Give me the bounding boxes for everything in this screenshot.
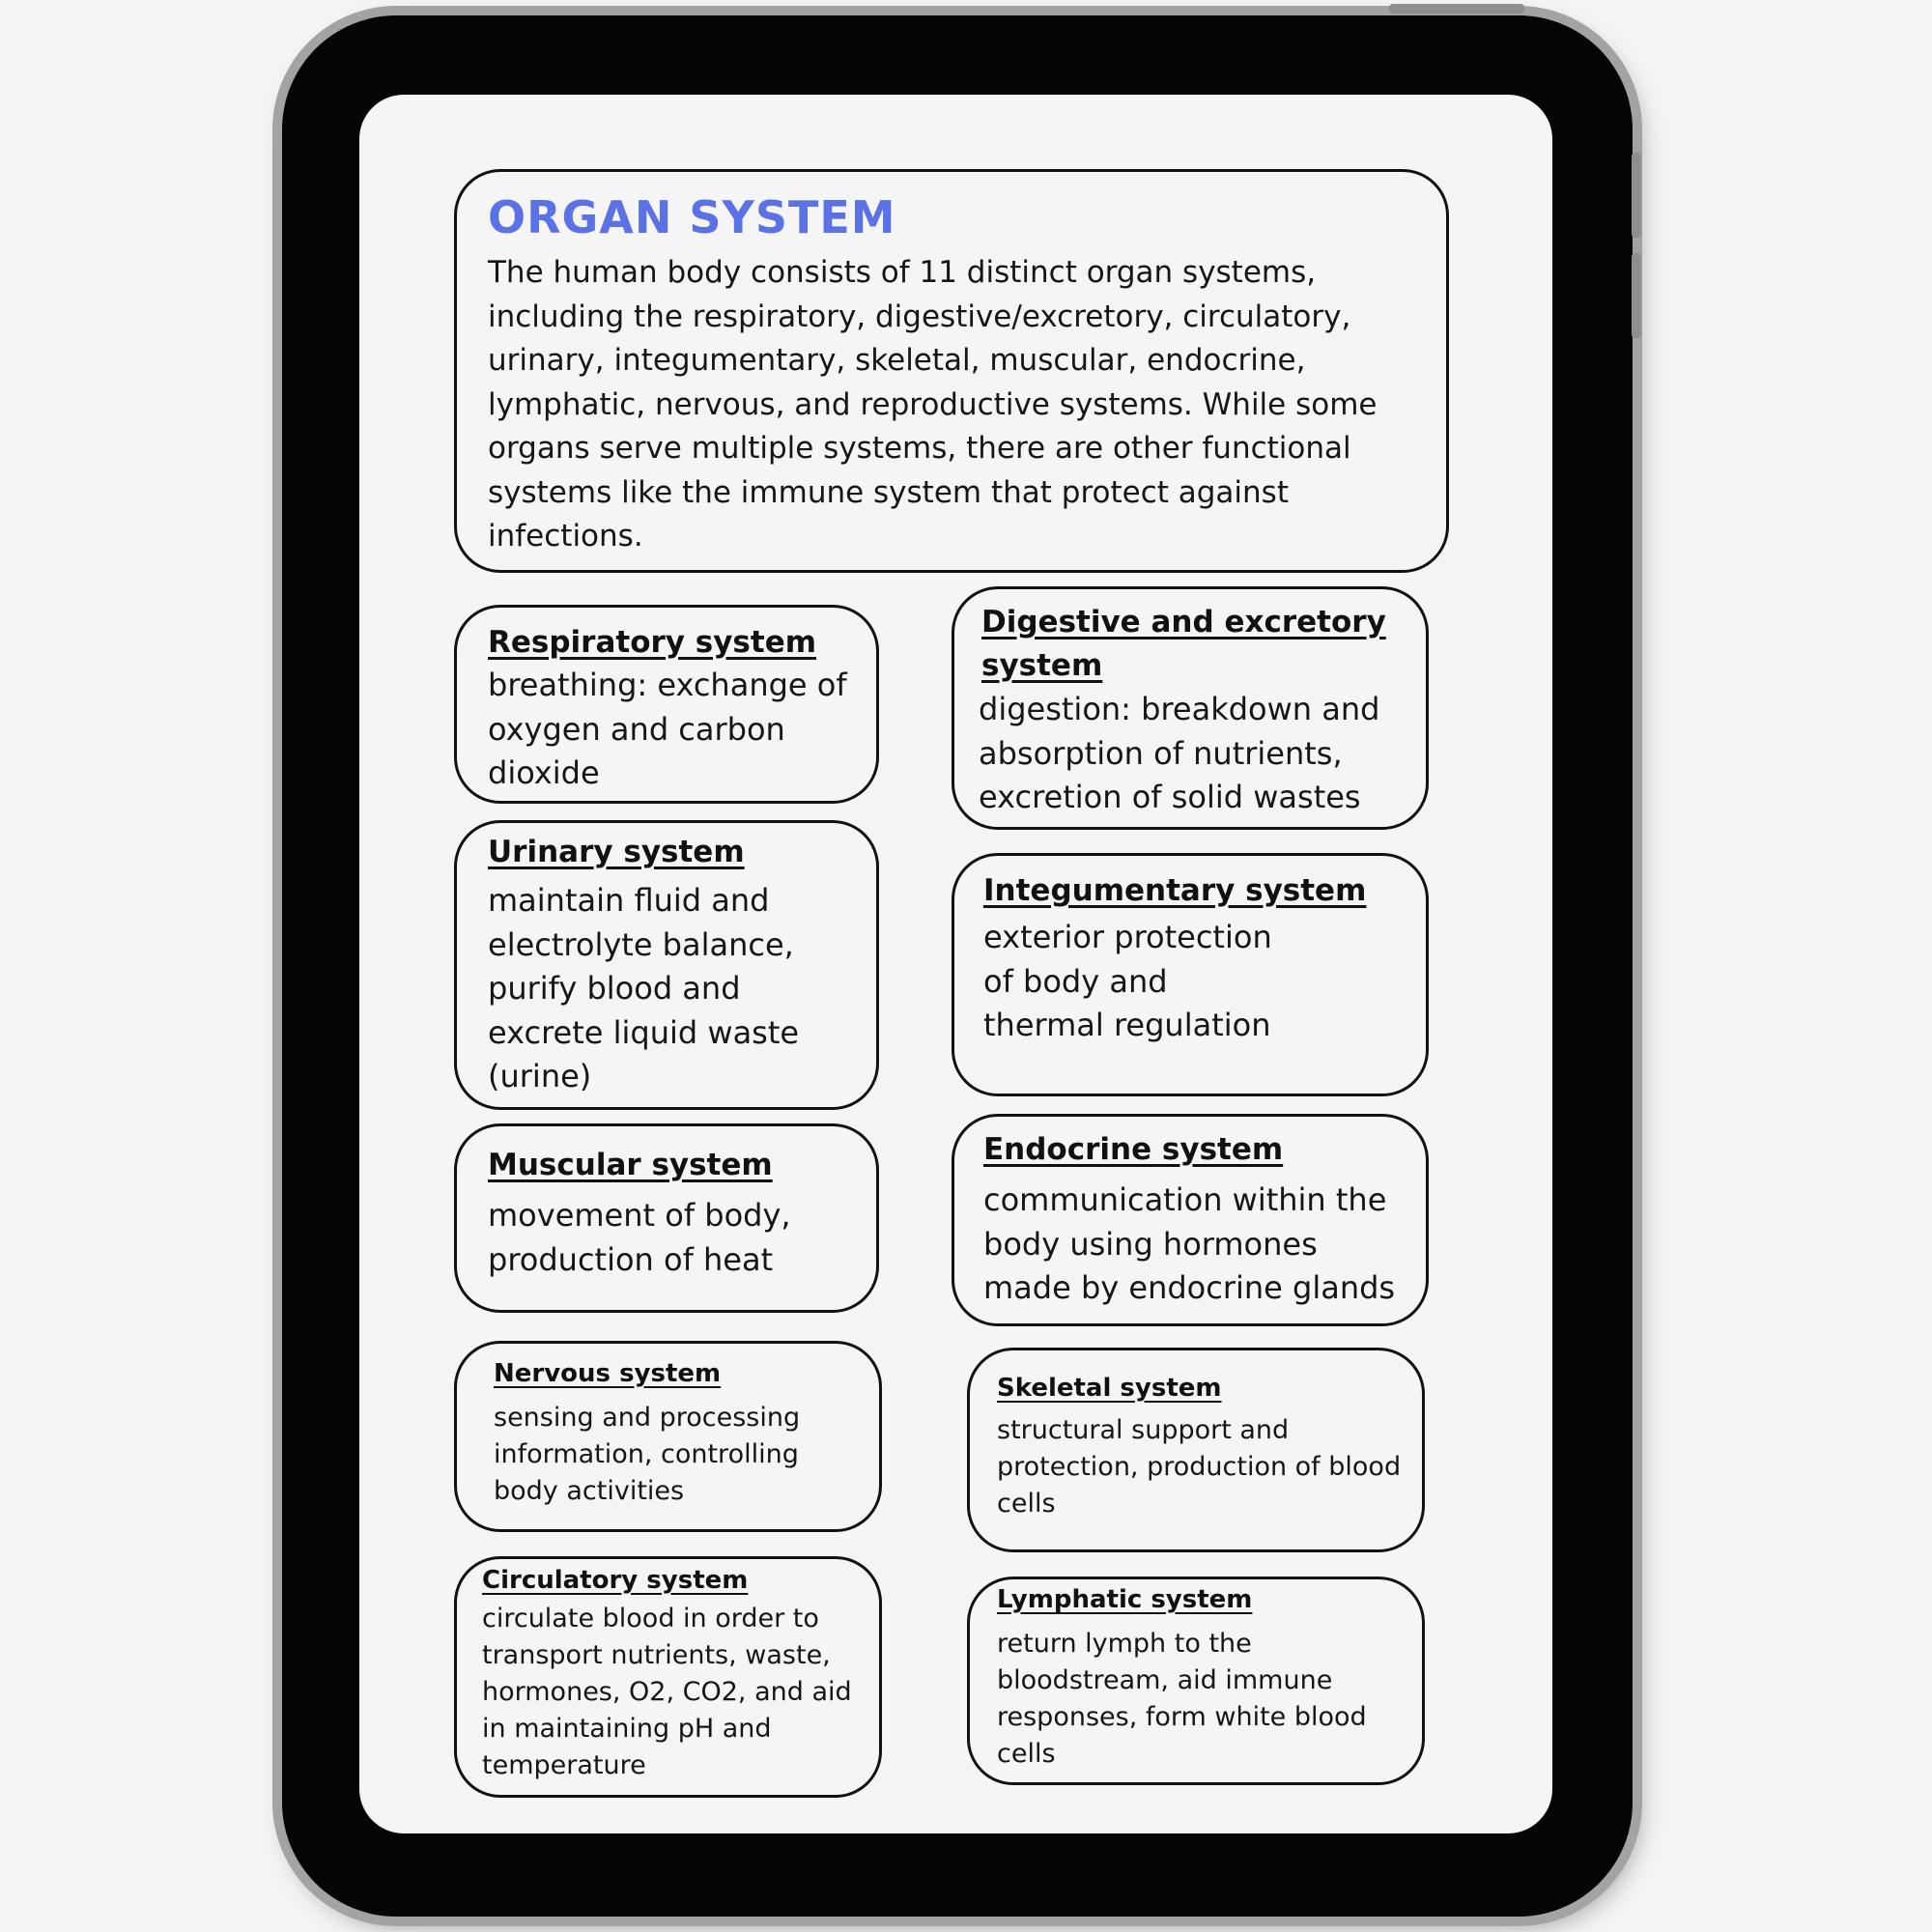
card-description: exterior protection of body and thermal regulation xyxy=(983,919,1272,1043)
respiratory-system-card xyxy=(454,605,879,804)
card-description: communication within the body using hormones made by endocrine glands xyxy=(983,1181,1396,1306)
card-description: circulate blood in order to transport nutrients, waste, hormones, O2, CO2, and aid in maintaining pH and temperature xyxy=(482,1604,852,1780)
card-description: sensing and processing information, controlling body activities xyxy=(494,1403,801,1506)
lymphatic-system-card xyxy=(967,1577,1425,1785)
intro-card xyxy=(454,169,1449,573)
card-title: Respiratory system xyxy=(488,625,817,660)
muscular-system-card xyxy=(454,1123,879,1313)
endocrine-system-card xyxy=(952,1114,1429,1326)
urinary-system-card xyxy=(454,820,879,1110)
card-title: Circulatory system xyxy=(482,1566,749,1595)
page-title: ORGAN SYSTEM xyxy=(488,191,896,243)
card-title: Muscular system xyxy=(488,1148,773,1182)
card-description: breathing: exchange of oxygen and carbon dioxide xyxy=(488,667,847,791)
card-description: digestion: breakdown and absorption of nutrients, excretion of solid wastes xyxy=(979,691,1380,815)
card-description: structural support and protection, production of blood cells xyxy=(997,1415,1402,1519)
volume-down-button[interactable] xyxy=(1632,253,1641,338)
integumentary-system-card xyxy=(952,853,1429,1096)
card-description: movement of body, production of heat xyxy=(488,1197,791,1278)
card-description: maintain fluid and electrolyte balance, purify blood and excrete liquid waste (urine) xyxy=(488,882,800,1094)
volume-up-button[interactable] xyxy=(1632,153,1641,238)
card-title: Digestive and excretory system xyxy=(981,605,1386,683)
power-button[interactable] xyxy=(1389,4,1524,14)
card-title: Lymphatic system xyxy=(997,1585,1253,1614)
card-title: Skeletal system xyxy=(997,1374,1222,1403)
tablet-screen xyxy=(359,95,1552,1833)
circulatory-system-card xyxy=(454,1556,882,1798)
skeletal-system-card xyxy=(967,1348,1425,1552)
digestive-system-card xyxy=(952,586,1429,830)
intro-paragraph: The human body consists of 11 distinct organ systems, including the respiratory, digestive/excretory, circulatory, urinary, integumentary, skeletal, muscular, endocrine, lymphatic, nervous, and reproductive systems. While some organs serve multiple systems, there are other functional systems like the immune system that protect against infections. xyxy=(488,255,1378,554)
card-title: Urinary system xyxy=(488,835,745,869)
card-title: Integumentary system xyxy=(983,873,1367,908)
nervous-system-card xyxy=(454,1341,882,1532)
card-description: return lymph to the bloodstream, aid immune responses, form white blood cells xyxy=(997,1629,1367,1769)
card-title: Endocrine system xyxy=(983,1132,1284,1167)
card-title: Nervous system xyxy=(494,1359,722,1388)
